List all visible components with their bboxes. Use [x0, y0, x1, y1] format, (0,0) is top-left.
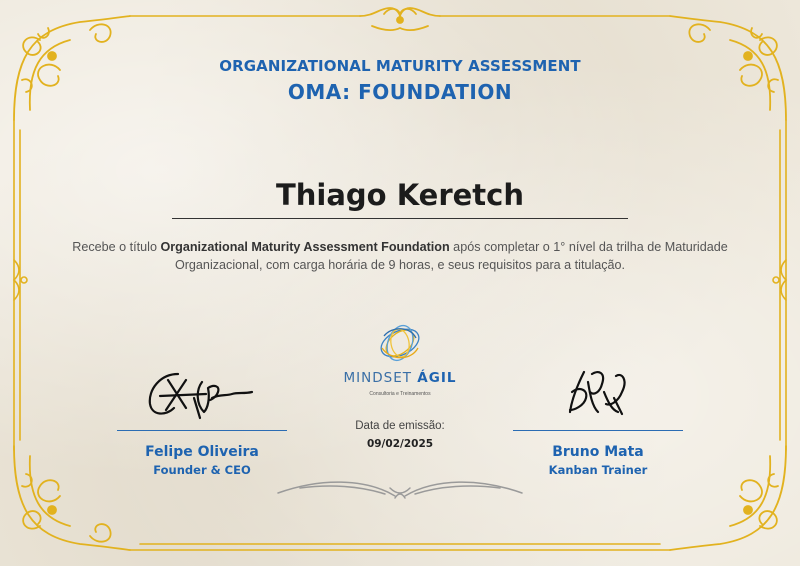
corner-ornament-br	[670, 446, 786, 550]
logo-tagline: Consultoria e Treinamentos	[369, 391, 431, 397]
signature-right-line	[513, 430, 683, 431]
corner-ornament-bl	[14, 446, 130, 550]
recipient-name: Thiago Keretch	[275, 178, 524, 212]
certificate-title: ORGANIZATIONAL MATURITY ASSESSMENT	[219, 57, 581, 75]
issue-date: 09/02/2025	[366, 438, 434, 450]
certificate-description	[70, 238, 730, 274]
description-course: Organizational Maturity Assessment Foundation	[160, 240, 450, 254]
issue-date-label: Data de emissão:	[355, 420, 445, 432]
signature-left-line	[117, 430, 287, 431]
signatory-left-role: Founder & CEO	[153, 463, 251, 477]
mindset-agil-logo-icon	[370, 318, 430, 368]
signatory-left-name: Felipe Oliveira	[145, 444, 259, 460]
logo-wordmark	[330, 370, 470, 386]
signature-right-icon	[558, 362, 638, 422]
signature-left-icon	[140, 368, 265, 424]
description-prefix: Recebe o título	[72, 240, 161, 254]
certificate-subtitle: OMA: FOUNDATION	[287, 80, 513, 104]
recipient-underline	[172, 218, 628, 219]
top-center-ornament	[360, 8, 440, 30]
description-suffix: após completar o 1° nível da trilha de Maturidade Organizacional, com carga horária de 9 horas, e seus requisitos para a titulação.	[174, 240, 728, 272]
logo-name-part1: MINDSET	[343, 370, 418, 386]
signatory-right-role: Kanban Trainer	[548, 463, 648, 477]
bottom-flourish	[278, 482, 522, 498]
logo-name-part2: ÁGIL	[417, 370, 457, 386]
signatory-right-name: Bruno Mata	[552, 444, 644, 460]
